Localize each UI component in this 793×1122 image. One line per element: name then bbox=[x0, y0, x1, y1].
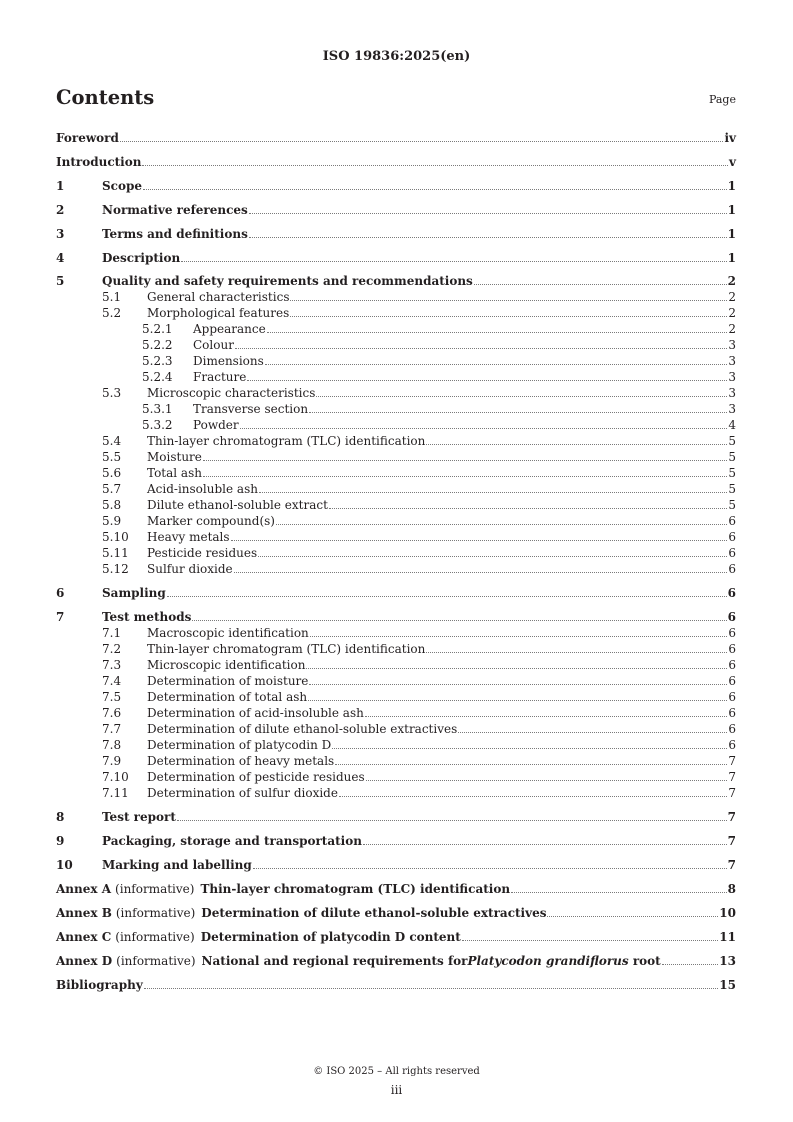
toc-entry[interactable] bbox=[56, 178, 736, 194]
toc-entry-page: 2 bbox=[728, 322, 736, 336]
toc-entry-number: 5.3.1 bbox=[142, 402, 173, 416]
toc-entry[interactable] bbox=[56, 401, 736, 417]
toc-entry[interactable] bbox=[56, 369, 736, 385]
toc-entry-page: 7 bbox=[727, 858, 736, 872]
document-id-header: ISO 19836:2025(en) bbox=[322, 49, 471, 64]
toc-entry-page: v bbox=[729, 155, 736, 169]
dot-leader bbox=[309, 412, 727, 413]
toc-entry-title: Thin-layer chromatogram (TLC) identification bbox=[147, 434, 426, 448]
toc-entry-title: Introduction bbox=[56, 155, 142, 169]
toc-entry-title: General characteristics bbox=[147, 290, 290, 304]
toc-entry[interactable] bbox=[56, 721, 736, 737]
toc-entry-page: iv bbox=[724, 131, 736, 145]
annex-tag: Annex C bbox=[56, 930, 112, 944]
toc-entry-number: 5.8 bbox=[102, 498, 122, 512]
toc-entry-number: 5.3.2 bbox=[142, 418, 173, 432]
toc-entry-title: Marker compound(s) bbox=[147, 514, 275, 528]
annex-title: National and regional requirements for bbox=[201, 954, 468, 968]
toc-entry[interactable] bbox=[56, 226, 736, 242]
toc-entry-number: 5.12 bbox=[102, 562, 129, 576]
toc-entry[interactable] bbox=[56, 625, 736, 641]
toc-entry-title: Pesticide residues bbox=[147, 546, 258, 560]
toc-entry-number: 10 bbox=[56, 858, 73, 872]
toc-entry-title: Packaging, storage and transportation bbox=[102, 834, 362, 848]
toc-entry-page: 1 bbox=[727, 203, 736, 217]
toc-entry[interactable] bbox=[56, 130, 736, 146]
toc-entry[interactable] bbox=[56, 273, 736, 289]
toc-entry-number: 5 bbox=[56, 274, 65, 288]
annex-informative-label: (informative) bbox=[115, 930, 195, 944]
dot-leader bbox=[511, 892, 727, 893]
toc-entry-number: 7.8 bbox=[102, 738, 122, 752]
toc-entry-title: Determination of moisture bbox=[147, 674, 309, 688]
toc-entry-number: 7.7 bbox=[102, 722, 122, 736]
toc-entry-number: 5.3 bbox=[102, 386, 122, 400]
toc-entry-number: 5.11 bbox=[102, 546, 129, 560]
toc-entry[interactable] bbox=[56, 337, 736, 353]
toc-entry-page: 15 bbox=[719, 978, 736, 992]
page-number: iii bbox=[390, 1083, 403, 1097]
toc-entry-number: 7.1 bbox=[102, 626, 122, 640]
toc-entry-number: 7.9 bbox=[102, 754, 122, 768]
toc-entry-title: Determination of platycodin D bbox=[147, 738, 332, 752]
annex-title-italic: Platycodon grandiflorus bbox=[467, 954, 629, 968]
toc-entry[interactable] bbox=[56, 465, 736, 481]
toc-entry[interactable] bbox=[56, 513, 736, 529]
toc-entry-page: 5 bbox=[728, 434, 736, 448]
dot-leader bbox=[177, 820, 727, 821]
toc-entry-page: 1 bbox=[727, 251, 736, 265]
toc-entry-title: Powder bbox=[193, 418, 239, 432]
dot-leader bbox=[167, 596, 727, 597]
toc-entry[interactable] bbox=[56, 737, 736, 753]
dot-leader bbox=[203, 460, 727, 461]
dot-leader bbox=[276, 524, 727, 525]
toc-entry-number: 7.6 bbox=[102, 706, 122, 720]
dot-leader bbox=[253, 868, 727, 869]
toc-entry-page: 6 bbox=[728, 722, 736, 736]
dot-leader bbox=[306, 668, 727, 669]
toc-entry[interactable] bbox=[56, 609, 736, 625]
dot-leader bbox=[240, 428, 728, 429]
dot-leader bbox=[462, 940, 718, 941]
dot-leader bbox=[231, 540, 728, 541]
toc-entry-title: Transverse section bbox=[193, 402, 309, 416]
toc-entry-page: 2 bbox=[728, 290, 736, 304]
dot-leader bbox=[366, 780, 728, 781]
toc-entry[interactable] bbox=[56, 545, 736, 561]
annex-title: Determination of platycodin D content bbox=[200, 930, 461, 944]
toc-entry[interactable] bbox=[56, 833, 736, 849]
toc-entry-page: 6 bbox=[728, 626, 736, 640]
toc-entry-title: Appearance bbox=[193, 322, 266, 336]
dot-leader bbox=[259, 492, 727, 493]
dot-leader bbox=[234, 572, 728, 573]
toc-entry-number: 7.5 bbox=[102, 690, 122, 704]
toc-entry-number: 5.9 bbox=[102, 514, 122, 528]
toc-entry[interactable] bbox=[56, 769, 736, 785]
toc-entry-number: 5.2.2 bbox=[142, 338, 173, 352]
toc-entry-page: 7 bbox=[728, 786, 736, 800]
toc-entry-page: 6 bbox=[728, 674, 736, 688]
toc-entry[interactable] bbox=[56, 785, 736, 801]
toc-entry-number: 3 bbox=[56, 227, 65, 241]
toc-entry-page: 10 bbox=[719, 906, 736, 920]
toc-entry[interactable] bbox=[56, 689, 736, 705]
toc-entry-title: Heavy metals bbox=[147, 530, 230, 544]
dot-leader bbox=[547, 916, 718, 917]
toc-entry-number: 5.4 bbox=[102, 434, 122, 448]
toc-entry-title: Microscopic characteristics bbox=[147, 386, 316, 400]
dot-leader bbox=[120, 141, 724, 142]
toc-entry[interactable] bbox=[56, 417, 736, 433]
page-title: Contents bbox=[56, 86, 155, 109]
toc-annex-entry[interactable] bbox=[56, 929, 736, 945]
toc-entry[interactable] bbox=[56, 305, 736, 321]
toc-entry-title: Moisture bbox=[147, 450, 202, 464]
dot-leader bbox=[365, 716, 728, 717]
toc-entry-page: 6 bbox=[727, 586, 736, 600]
toc-entry[interactable] bbox=[56, 857, 736, 873]
toc-entry-page: 6 bbox=[728, 530, 736, 544]
dot-leader bbox=[335, 764, 727, 765]
toc-entry-page: 5 bbox=[728, 466, 736, 480]
toc-entry-title: Total ash bbox=[147, 466, 202, 480]
toc-entry[interactable] bbox=[56, 809, 736, 825]
annex-informative-label: (informative) bbox=[115, 906, 196, 920]
toc-entry-page: 6 bbox=[728, 514, 736, 528]
toc-entry-number: 7.2 bbox=[102, 642, 122, 656]
toc-annex-entry[interactable] bbox=[56, 953, 736, 969]
toc-entry-title: Sulfur dioxide bbox=[147, 562, 233, 576]
toc-entry-page: 7 bbox=[727, 834, 736, 848]
dot-leader bbox=[181, 261, 726, 262]
toc-entry-page: 11 bbox=[719, 930, 736, 944]
toc-entry-number: 5.2.3 bbox=[142, 354, 173, 368]
toc-entry-number: 9 bbox=[56, 834, 65, 848]
toc-entry-page: 5 bbox=[728, 482, 736, 496]
toc-entry-title: Bibliography bbox=[56, 978, 143, 992]
toc-entry-page: 5 bbox=[728, 498, 736, 512]
toc-entry-number: 1 bbox=[56, 179, 65, 193]
toc-entry-title: Determination of pesticide residues bbox=[147, 770, 365, 784]
toc-entry-number: 5.10 bbox=[102, 530, 129, 544]
dot-leader bbox=[426, 652, 727, 653]
toc-entry-number: 8 bbox=[56, 810, 65, 824]
toc-entry-page: 5 bbox=[728, 450, 736, 464]
dot-leader bbox=[143, 189, 727, 190]
toc-entry-page: 3 bbox=[728, 402, 736, 416]
toc-entry-page: 3 bbox=[728, 354, 736, 368]
toc-entry-number: 7.4 bbox=[102, 674, 122, 688]
toc-entry-number: 7.3 bbox=[102, 658, 122, 672]
toc-entry-title: Thin-layer chromatogram (TLC) identification bbox=[147, 642, 426, 656]
toc-entry-title: Determination of heavy metals bbox=[147, 754, 335, 768]
dot-leader bbox=[235, 348, 727, 349]
toc-entry-page: 6 bbox=[727, 610, 736, 624]
toc-entry-number: 5.7 bbox=[102, 482, 122, 496]
toc-entry-page: 6 bbox=[728, 706, 736, 720]
toc-entry[interactable] bbox=[56, 497, 736, 513]
dot-leader bbox=[426, 444, 727, 445]
toc-entry-page: 6 bbox=[728, 738, 736, 752]
toc-entry-title: Determination of sulfur dioxide bbox=[147, 786, 338, 800]
toc-entry-title: Quality and safety requirements and recommendations bbox=[102, 274, 473, 288]
page-column-label: Page bbox=[708, 93, 736, 106]
annex-tag: Annex B bbox=[56, 906, 112, 920]
toc-entry-number: 6 bbox=[56, 586, 65, 600]
toc-entry-number: 5.2.1 bbox=[142, 322, 173, 336]
toc-entry-title: Sampling bbox=[102, 586, 166, 600]
toc-entry-title: Marking and labelling bbox=[102, 858, 252, 872]
dot-leader bbox=[458, 732, 727, 733]
toc-entry-title: Determination of dilute ethanol-soluble extractives bbox=[147, 722, 458, 736]
toc-entry-number: 5.2.4 bbox=[142, 370, 173, 384]
toc-entry-number: 5.5 bbox=[102, 450, 122, 464]
toc-entry[interactable] bbox=[56, 561, 736, 577]
toc-entry[interactable] bbox=[56, 705, 736, 721]
dot-leader bbox=[309, 684, 727, 685]
annex-informative-label: (informative) bbox=[116, 954, 196, 968]
toc-entry-number: 7.10 bbox=[102, 770, 129, 784]
dot-leader bbox=[339, 796, 727, 797]
toc-entry[interactable] bbox=[56, 154, 736, 170]
toc-entry-number: 5.6 bbox=[102, 466, 122, 480]
toc-entry-number: 2 bbox=[56, 203, 65, 217]
dot-leader bbox=[247, 380, 727, 381]
toc-entry[interactable] bbox=[56, 353, 736, 369]
toc-entry[interactable] bbox=[56, 753, 736, 769]
dot-leader bbox=[249, 237, 727, 238]
dot-leader bbox=[258, 556, 727, 557]
annex-tag: Annex A bbox=[56, 882, 112, 896]
dot-leader bbox=[363, 844, 727, 845]
toc-entry-title: Test report bbox=[102, 810, 176, 824]
dot-leader bbox=[308, 700, 727, 701]
toc-entry-page: 13 bbox=[719, 954, 736, 968]
toc-entry-page: 7 bbox=[727, 810, 736, 824]
annex-informative-label: (informative) bbox=[115, 882, 195, 896]
dot-leader bbox=[249, 213, 727, 214]
annex-tag: Annex D bbox=[56, 954, 113, 968]
toc-entry-title: Determination of total ash bbox=[147, 690, 308, 704]
toc-entry[interactable] bbox=[56, 529, 736, 545]
toc-entry[interactable] bbox=[56, 250, 736, 266]
toc-entry-number: 4 bbox=[56, 251, 65, 265]
dot-leader bbox=[290, 316, 727, 317]
toc-entry-page: 1 bbox=[727, 227, 736, 241]
toc-entry-title: Scope bbox=[102, 179, 143, 193]
toc-entry-number: 7 bbox=[56, 610, 65, 624]
annex-title: Determination of dilute ethanol-soluble extractives bbox=[201, 906, 547, 920]
toc-entry[interactable] bbox=[56, 585, 736, 601]
toc-entry-page: 2 bbox=[727, 274, 736, 288]
dot-leader bbox=[144, 988, 719, 989]
toc-entry-page: 6 bbox=[728, 562, 736, 576]
copyright-notice: © ISO 2025 – All rights reserved bbox=[313, 1066, 480, 1077]
toc-entry-page: 3 bbox=[728, 338, 736, 352]
toc-entry[interactable] bbox=[56, 449, 736, 465]
toc-annex-entry[interactable] bbox=[56, 881, 736, 897]
dot-leader bbox=[474, 284, 727, 285]
toc-entry-page: 3 bbox=[728, 370, 736, 384]
toc-entry[interactable] bbox=[56, 433, 736, 449]
toc-entry-title: Macroscopic identification bbox=[147, 626, 309, 640]
toc-entry-number: 5.2 bbox=[102, 306, 122, 320]
toc-entry-page: 1 bbox=[727, 179, 736, 193]
annex-title: Thin-layer chromatogram (TLC) identification bbox=[200, 882, 511, 896]
toc-entry-title: Description bbox=[102, 251, 181, 265]
toc-entry[interactable] bbox=[56, 641, 736, 657]
annex-title-tail: root bbox=[628, 954, 661, 968]
toc-entry-page: 7 bbox=[728, 754, 736, 768]
toc-entry-page: 6 bbox=[728, 642, 736, 656]
toc-entry[interactable] bbox=[56, 673, 736, 689]
toc-entry-title: Fracture bbox=[193, 370, 247, 384]
toc-entry-title: Terms and definitions bbox=[102, 227, 248, 241]
toc-entry-number: 7.11 bbox=[102, 786, 129, 800]
dot-leader bbox=[662, 964, 719, 965]
dot-leader bbox=[332, 748, 727, 749]
toc-entry[interactable] bbox=[56, 289, 736, 305]
toc-entry[interactable] bbox=[56, 657, 736, 673]
toc-entry-page: 8 bbox=[727, 882, 736, 896]
dot-leader bbox=[329, 508, 727, 509]
toc-entry-title: Dimensions bbox=[193, 354, 264, 368]
toc-entry-page: 6 bbox=[728, 546, 736, 560]
toc-entry-title: Determination of acid-insoluble ash bbox=[147, 706, 364, 720]
dot-leader bbox=[192, 620, 726, 621]
toc-entry-title: Morphological features bbox=[147, 306, 290, 320]
dot-leader bbox=[316, 396, 727, 397]
toc-entry-number: 5.1 bbox=[102, 290, 122, 304]
toc-entry-page: 4 bbox=[728, 418, 736, 432]
toc-entry-title: Normative references bbox=[102, 203, 248, 217]
toc-entry[interactable] bbox=[56, 321, 736, 337]
dot-leader bbox=[310, 636, 728, 637]
toc-entry-title: Dilute ethanol-soluble extract bbox=[147, 498, 328, 512]
toc-entry-page: 6 bbox=[728, 690, 736, 704]
dot-leader bbox=[267, 332, 728, 333]
toc-entry-page: 2 bbox=[728, 306, 736, 320]
toc-entry-title: Test methods bbox=[102, 610, 192, 624]
toc-entry[interactable] bbox=[56, 481, 736, 497]
toc-entry-page: 7 bbox=[728, 770, 736, 784]
toc-bibliography-entry[interactable] bbox=[56, 977, 736, 993]
toc-entry[interactable] bbox=[56, 202, 736, 218]
dot-leader bbox=[290, 300, 727, 301]
toc-entry-title: Acid-insoluble ash bbox=[147, 482, 258, 496]
toc-entry-title: Colour bbox=[193, 338, 234, 352]
toc-entry-page: 6 bbox=[728, 658, 736, 672]
dot-leader bbox=[142, 165, 728, 166]
dot-leader bbox=[203, 476, 727, 477]
toc-annex-entry[interactable] bbox=[56, 905, 736, 921]
toc-entry-page: 3 bbox=[728, 386, 736, 400]
toc-entry-title: Microscopic identification bbox=[147, 658, 306, 672]
dot-leader bbox=[265, 364, 728, 365]
toc-entry-title: Foreword bbox=[56, 131, 119, 145]
toc-entry[interactable] bbox=[56, 385, 736, 401]
